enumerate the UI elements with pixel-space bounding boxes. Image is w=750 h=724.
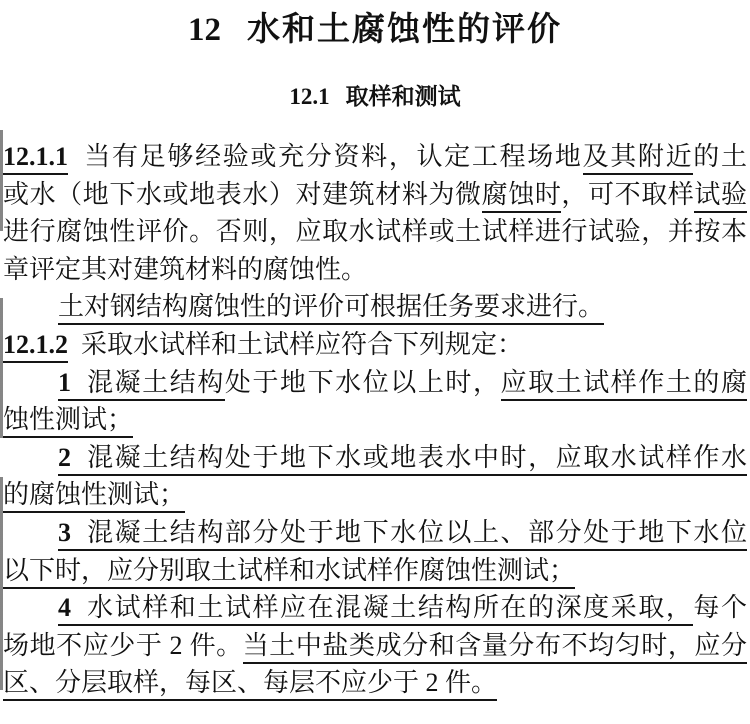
chapter-number: 12 <box>188 12 221 48</box>
scan-edge-artifact <box>0 130 3 690</box>
text-segment: 土对钢结构腐蚀性的评价可根据任务要求进行。 <box>58 292 604 325</box>
text-segment: 场地不应少于 2 件。 <box>3 630 243 660</box>
chapter-title: 水和土腐蚀性的评价 <box>247 12 562 48</box>
text-segment: 混凝土结构 <box>71 368 225 401</box>
text-line <box>3 439 747 477</box>
text-segment: 章评定其对建筑材料的腐蚀性。 <box>3 254 368 284</box>
text-segment: 处于地下水位以上时， <box>224 367 501 397</box>
text-line <box>3 627 747 665</box>
text-line <box>3 213 747 251</box>
text-segment: 混凝土结构处于地下水或地表水中时，应取水试样作水 <box>71 443 747 476</box>
text-segment: 3 <box>58 518 71 551</box>
text-segment: 或水（地下水或地表水）对建筑材料为微 <box>3 179 482 209</box>
text-segment: 每个 <box>693 593 747 623</box>
text-segment: 的腐蚀性测试； <box>3 480 185 513</box>
section-number: 12.1 <box>289 84 330 109</box>
text-segment: 及其附近 <box>583 142 694 175</box>
text-segment: 12.1.2 <box>3 330 68 363</box>
chapter-heading <box>3 8 747 52</box>
section-heading <box>3 82 747 112</box>
text-line <box>3 514 747 552</box>
text-segment: 应取土试样作土的腐 <box>501 368 747 401</box>
text-line <box>3 552 747 590</box>
text-segment: 当有足够经验或充分资料，认定工程场地 <box>68 142 583 171</box>
text-segment: 的土 <box>693 142 747 171</box>
text-segment: 1 <box>58 368 71 401</box>
text-segment: 进行腐蚀性评价。否则，应取水试样或土试样进行试验，并按本 <box>3 217 747 247</box>
text-segment: 2 <box>58 443 71 476</box>
text-line <box>3 176 747 214</box>
section-title: 取样和测试 <box>345 84 461 109</box>
text-segment: 12.1.1 <box>3 142 68 175</box>
text-segment: 腐蚀时 <box>482 180 562 213</box>
text-segment: 以下时，应分别取土试样和水试样作腐蚀性测试； <box>3 556 575 589</box>
text-line <box>3 401 747 439</box>
text-line <box>3 288 747 326</box>
document-body <box>3 138 747 702</box>
text-line <box>3 251 747 289</box>
text-line <box>3 589 747 627</box>
text-segment: 蚀性测试； <box>3 405 133 438</box>
text-line <box>3 476 747 514</box>
text-segment: 水试样和土试样应在混凝土结构所在的深度采取， <box>71 593 693 626</box>
text-segment: 试验 <box>694 180 747 213</box>
text-line <box>3 326 747 364</box>
text-segment: ，可不取样 <box>561 179 695 209</box>
text-segment: 采取水试样和土试样应符合下列规定： <box>68 329 524 359</box>
text-segment: 混凝土结构部分处于地下水位以上、部分处于地下水位 <box>71 518 747 551</box>
text-segment: 4 <box>58 593 71 626</box>
text-segment: 当土中盐类成分和含量分布不均匀时，应分 <box>243 631 747 664</box>
text-line <box>3 664 747 702</box>
text-segment: 区、分层取样，每区、每层不应少于 2 件。 <box>3 668 497 701</box>
text-line <box>3 364 747 402</box>
text-line <box>3 138 747 176</box>
